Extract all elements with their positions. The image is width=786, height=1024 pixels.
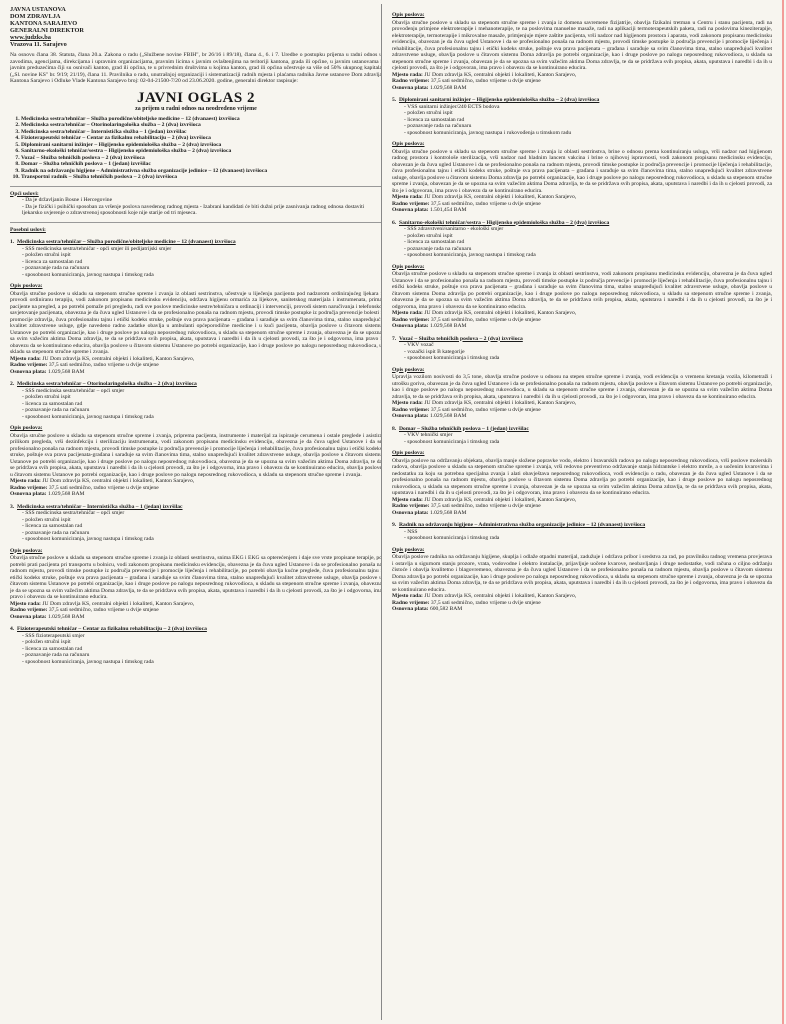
job-description: Obavlja stručne poslove u skladu sa stepenom stručne spreme i zvanja iz domena savremene fizijatrije, obavlja fizikalni tretman u Centru i stanu pacijenta, radi na provođenju primjene elektroterapije i mehanoterapije, te na poslovima manuelne masaže, radi na aplikaciji termoterapeutskih paketa, radi na poslovima kineziterapije, elektroterapije, termoterapije i mikrovalne masaže, primjenjuje mjere zaštite pacijenta, vrši nadzor nad higijenom prostora i aparata, vodi zakonom propisanu medicinsku evidenciju, obavezan je da čuva ugled Ustanove i da se profesionalno ponaša na radnom mjestu, provodi timske postupke iz područja prevencije i promocije liječenja i rehabilitacije, čuva profesionalnu tajnu i etički kodeks struke, poštuje sva prava pacijenata – građana i sarađuje sa svim članovima tima, stalno unapređujući kvalitet zdravstvene usluge, obavlja poslove u čitavom sistemu Doma zdravlja po potrebi organizacije, kao i druge poslove po nalogu neposrednog rukovodioca, u skladu sa stepenom stručne spreme i zvanja, obavezan je da se upozna sa svim važećim aktima Doma zdravlja, te da se pridržava svih propisa, akata, uputstava i naredbi i da ih u cjelosti provodi, za što je i odgovoran, ima pravo i obavezu da se kontinuirano educira. <box>392 19 772 71</box>
website-link[interactable]: www.judzks.ba <box>10 34 51 41</box>
position-item: 5. Diplomirani sanitarni inžinjer – Higijensko epidemiološka služba – 2 (dva) izvršioca <box>21 142 382 149</box>
job-title-text: Sanitarno-ekološki tehničar/sestra – Higijensko epidemiološka služba – 2 (dva) izvršioca <box>399 219 610 226</box>
requirement-item: - sposobnost komuniciranja, javnog nastupa i timskog rada <box>22 414 382 421</box>
base-salary <box>10 614 382 621</box>
work-location-value: JU Dom zdravlja KS, centralni objekti i lokaliteti, Kanton Sarajevo, <box>424 496 577 503</box>
position-item: 4. Fizioterapeutski tehničar – Centar za fizikalnu rehabilitaciju – 2 (dva) izvršioca <box>21 135 382 142</box>
work-location-label: Mjesto rada: <box>392 400 423 406</box>
work-location-value: JU Dom zdravlja KS, centralni objekti i lokaliteti, Kanton Sarajevo, <box>424 71 577 78</box>
requirement-item: - sposobnost komuniciranja, javnog nastupa i timskog rada <box>22 272 382 279</box>
base-salary <box>392 606 772 613</box>
work-location-label: Mjesto rada: <box>392 71 423 78</box>
base-salary-label: Osnovna plata: <box>392 606 429 612</box>
job-meta <box>10 601 382 621</box>
condition-item: - Da je državljanin Bosne i Hercegovine <box>22 197 382 204</box>
divider <box>10 186 382 187</box>
base-salary-value: 1.029,568 BAM <box>47 368 85 375</box>
job-description-heading: Opis poslova: <box>10 425 43 432</box>
base-salary-label: Osnovna plata: <box>10 491 47 498</box>
jobs-left-container <box>10 239 382 665</box>
header-line: DOM ZDRAVLJA <box>10 13 61 20</box>
job-meta <box>392 400 772 420</box>
position-item: 9. Radnik na održavanju higijene – Administrativna služba organizacije jedinice – 12 (dvanaest) izvršioca <box>21 168 382 175</box>
working-hours-label: Radno vrijeme: <box>392 200 430 207</box>
base-salary-value: 600,582 BAM <box>429 606 463 612</box>
requirement-item: - VKV vozač <box>404 342 772 349</box>
base-salary <box>10 369 382 376</box>
working-hours-value: 37,5 sati sedmično, radno vrijeme u dvije smjene <box>48 484 159 491</box>
requirements-list <box>392 529 772 542</box>
institution-header <box>10 6 382 48</box>
base-salary <box>10 491 382 498</box>
job-description-heading: Opis poslova: <box>10 547 43 554</box>
base-salary <box>392 85 772 92</box>
base-salary-value: 1.501,454 BAM <box>429 207 467 213</box>
job-section <box>392 426 772 517</box>
working-hours-value: 37,5 sati sedmično, radno vrijeme u dvije smjene <box>430 406 541 413</box>
working-hours-value: 37,5 sati sedmično, radno vrijeme u dvije smjene <box>430 316 541 323</box>
working-hours-value: 37,5 sati sedmično, radno vrijeme u dvije smjene <box>430 200 541 207</box>
work-location-value: JU Dom zdravlja KS, centralni objekti i lokaliteti, Kanton Sarajevo, <box>424 310 577 316</box>
working-hours-label: Radno vrijeme: <box>392 316 430 323</box>
job-number: 6. <box>392 219 397 226</box>
working-hours-label: Radno vrijeme: <box>392 503 430 509</box>
job-title-text: Diplomirani sanitarni inžinjer – Higijensko epidemiološka služba – 2 (dva) izvršioca <box>399 97 600 103</box>
job-meta <box>392 194 772 214</box>
work-location-value: JU Dom zdravlja KS, centralni objekti i lokaliteti, Kanton Sarajevo, <box>424 194 577 200</box>
requirement-item: - poznavanje rada na računaru <box>22 652 382 659</box>
requirements-list <box>392 104 772 137</box>
requirement-item: - položen stručni ispit <box>22 394 382 401</box>
base-salary <box>392 323 772 330</box>
working-hours-label: Radno vrijeme: <box>392 406 430 413</box>
requirement-item: - sposobnost komuniciranja, javnog nastupa i timskog rada <box>22 659 382 666</box>
job-title-text: Medicinska sestra/tehničar – Internistička služba – 1 (jedan) izvršilac <box>17 503 183 510</box>
requirement-item: - položen stručni ispit <box>404 110 772 117</box>
job-description-heading: Opis poslova: <box>392 141 425 147</box>
left-column <box>10 6 382 1020</box>
working-hours-label: Radno vrijeme: <box>10 484 48 491</box>
base-salary <box>392 413 772 420</box>
job-section <box>392 336 772 420</box>
job-number: 1. <box>10 239 15 246</box>
requirement-item: - sposobnost komuniciranja i timskog rada <box>404 535 772 542</box>
job-section <box>392 220 772 330</box>
working-hours-label: Radno vrijeme: <box>392 78 430 84</box>
base-salary-value: 1.029,568 BAM <box>429 413 467 419</box>
work-location-value: JU Dom zdravlja KS, centralni objekti i lokaliteti, Kanton Sarajevo, <box>42 600 195 607</box>
job-section <box>10 381 382 498</box>
header-line: JAVNA USTANOVA <box>10 6 66 13</box>
base-salary-value: 1.029,568 BAM <box>47 491 85 498</box>
job-description-heading: Opis poslova: <box>392 450 425 456</box>
job-description-heading: Opis poslova: <box>10 283 43 290</box>
requirement-item: - sposobnost komuniciranja, javnog nastupa i rukovođenja u timskom radu <box>404 130 772 137</box>
requirement-item: - licenca za samostalan rad <box>22 523 382 530</box>
work-location-label: Mjesto rada: <box>392 593 423 599</box>
requirements-list <box>10 510 382 543</box>
working-hours-value: 37,5 sati sedmično, radno vrijeme u dvije smjene <box>430 599 541 606</box>
working-hours-value: 37,5 sati sedmično, radno vrijeme u dvije smjene <box>48 362 159 369</box>
job-description: Obavlja stručne poslove u skladu sa stepenom stručne spreme i zvanja iz oblasti sestrinstva, brine o odnosu prema kontinuiranju usluga, vrši nadzor nad higijenom radnog prostora i kontrološe sterilizacija, vrši nadzor nad hladnim lancem vakcina i brine o njihovoj ispravnosti, vodi zakonom propisanu medicinsku evidenciju, obavezan je da čuva ugled Ustanove i da se profesionalno ponaša na radnom mjestu, provodi timske postupke iz područja prevencije i promocije liječenja i rehabilitacije, čuva profesionalnu tajnu i etički kodeks struke, poštuje sva prava pacijenata – građana i sarađuje sa svim članovima tima, stalno unapređujući kvalitet zdravstvene usluge, obavlja poslove u čitavom sistemu Doma zdravlja po potrebi organizacije, kao i druge poslove po nalogu neposrednog rukovodioca, u skladu sa stepenom stručne spreme i zvanja, obavezan je da se upozna sa svim važećim aktima Doma zdravlja, te da se pridržava svih propisa, akata, uputstava i naredbi i da ih u cjelosti provodi, za što je i odgovoran, ima pravo i obavezu da se kontinuirano educira. <box>392 148 772 194</box>
requirement-item: - VSS sanitarni inžinjer/240 ECTS bodova <box>404 104 772 111</box>
job-description: Obavlja poslove radnika na održavanju higijene, skuplja i odlaže otpadni materijal, zadužuje i održava pribor i sredstva za rad, po pravilniku radnog vremena provjerava i ostavlja u sigurnom stanju prozore, vrata, vodovodne i elektro instalacije, prijavljuje uočene kvarove, neobavljanja i druge nedostatke, vodi računa o ciljno održanju čistoće i obavlja kvalitetno i blagovremeno, obavezna je da čuva ugled Ustanove i da se profesionalno ponaša na radnom mjestu, obavlja poslove u čitavom sistemu Doma zdravlja po potrebi organizacije, kao i druge poslove po nalogu neposrednog rukovodioca, u skladu sa stepenom stručne spreme i zvanja, obavezna je da se upozna sa svim važećim aktima Doma zdravlja, te da se pridržava svih propisa, akata, uputstava i naredbi i da ih u cjelosti provodi, za što je i odgovorna, ima pravo i obavezu da se kontinuirano educira. <box>392 554 772 593</box>
requirement-item: - licenca za samostalan rad <box>22 646 382 653</box>
job-title-text: Domar – Služba tehničkih poslova – 1 (jedan) izvršilac <box>399 425 529 432</box>
job-description: Obavlja stručne poslove u skladu sa stepenom stručne spreme i zvanja iz oblasti sestrinstva, vodi zakonom propisanu medicinsku evidenciju, obavezna je da čuva ugled Ustanove i da se profesionalno ponaša na radnom mjestu, provodi timske postupke iz područja prevencije i promocije liječenja i rehabilitacije, čuva profesionalnu tajnu i etički kodeks struke, poštuje sva prava pacijenata – građana i sarađuje sa svim članovima tima, stalno unapređujući kvalitet zdravstvene usluge, obavlja poslove u čitavom sistemu Doma zdravlja po potrebi organizacije, kao i druge poslove po nalogu neposrednog rukovodioca, u skladu sa stepenom stručne spreme i zvanja, obavezna je da se upozna sa svim važećim aktima Doma zdravlja, te da se pridržava svih propisa, akata, uputstava i naredbi i da ih u cjelosti provodi, za što je i odgovorna, ima pravo i obavezu da se kontinuirano educira. <box>392 271 772 310</box>
job-section <box>10 626 382 665</box>
job-description-heading: Opis poslova: <box>392 12 425 18</box>
work-location-value: JU Dom zdravlja KS, centralni objekti i lokaliteti, Kanton Sarajevo, <box>42 355 195 362</box>
working-hours-label: Radno vrijeme: <box>10 362 48 369</box>
job-title-text: Medicinska sestra/tehničar – Služba porodične/obiteljske medicine – 12 (dvanaest) izvršioca <box>17 239 236 246</box>
job-meta <box>10 356 382 376</box>
work-location-value: JU Dom zdravlja KS, centralni objekti i lokaliteti, Kanton Sarajevo, <box>424 400 577 406</box>
job-description: Upravlja vozilom nosivosti do 3,5 tone, obavlja stručne poslove u odnosu na stepen stručne spreme i zvanja, vodi evidenciju o vremenu kretanja vozila, kilometraži i utrošku goriva, obavezan je da čuva ugled Ustanove i da se profesionalno ponaša na radnom mjestu, obavlja poslove u čitavom sistemu Ustanove po potrebi organizacije, kao i druge poslove po nalogu neposrednog rukovodioca, u skladu sa stepenom stručne spreme i zvanja, obavezan je da se upozna sa svim važećim aktima Doma zdravlja, te da se pridržava svih propisa, akata, uputstava i naredbi i da ih u cjelosti provodi, za što je i odgovoran, ima pravo i obavezu da se kontinuirano educira. <box>392 374 772 400</box>
job-number: 7. <box>392 335 397 342</box>
work-location-label: Mjesto rada: <box>392 496 423 503</box>
job-meta <box>392 497 772 517</box>
work-location-value: JU Dom zdravlja KS, centralni objekti i lokaliteti, Kanton Sarajevo, <box>424 593 577 599</box>
job-number: 5. <box>392 97 397 103</box>
working-hours-label: Radno vrijeme: <box>10 607 48 614</box>
page-edge-mark <box>782 0 784 1024</box>
base-salary-label: Osnovna plata: <box>392 323 429 329</box>
job-description-heading: Opis poslova: <box>392 366 425 373</box>
job-number: 2. <box>10 381 15 388</box>
condition-item: - Da je fizički i psihički sposoban za vršenje poslova navedenog radnog mjesta - Izabrani kandidati će biti dužni prije zasnivanja radnog odnosa dostaviti ljekarsko uvjerenje o zdravstvenoj sposobnosti koje nije starije od tri mjeseca. <box>22 204 382 217</box>
job-title-text: Radnik na održavanju higijene – Administrativna služba organizacije jedinice – 12 (dvanaest) izvršioca <box>399 522 646 528</box>
base-salary-value: 1.029,568 BAM <box>429 84 467 91</box>
job-description: Obavlja poslove na održavanju objekata, obavlja manje složene popravke vodo, elektro i bravarskih radova po nalogu neposrednog rukovodioca, vrši poslove molerskih radova, obavlja poslove u skladu sa stepenom stručne spreme i zvanja, vrši redovno preventivno održavanje stanja hidrantske i elektro mreže, a o uočenim kvarovima i nedostatku za koju su potrebna specijalna zvanja i alati obavještava neposrednog rukovodioca, vodi evidenciju o radu, obavezan je da čuva ugled Ustanove i da se profesionalno ponaša na radnom mjestu, obavlja poslove u čitavom sistemu Doma zdravlja po potrebi organizacije, kao i druge poslove po nalogu neposrednog rukovodioca, u skladu sa stepenom stručne spreme i zvanja, obavezan je da se upozna sa svim važećim aktima Doma zdravlja, te da se pridržava svih propisa, akata, uputstava i naredbi i da ih u cjelosti provodi, za što je i odgovoran, ima pravo i obavezu da se kontinuirano educira. <box>392 457 772 496</box>
header-line: KANTONA SARAJEVO <box>10 20 78 27</box>
job-section <box>392 522 772 613</box>
position-item: 8. Domar – Služba tehničkih poslova – 1 (jedan) izvršilac <box>21 161 382 168</box>
requirement-item: - licenca za samostalan rad <box>404 117 772 124</box>
base-salary-value: 1.029,568 BAM <box>47 613 85 620</box>
position-item: 10. Transportni radnik – Služba tehničkih poslova – 2 (dva) izvršioca <box>21 174 382 181</box>
jobs-right-container <box>392 12 772 613</box>
position-item: 7. Vozač – Služba tehničkih poslova – 2 (dva) izvršioca <box>21 155 382 162</box>
base-salary-label: Osnovna plata: <box>392 509 429 516</box>
work-location-label: Mjesto rada: <box>10 600 41 607</box>
requirement-item: - SSS zdravstveni/sanitarno - ekološki smjer <box>404 226 772 233</box>
job-meta <box>392 593 772 613</box>
job-description-heading: Opis poslova: <box>392 263 425 270</box>
requirements-list <box>392 342 772 362</box>
requirements-list <box>10 246 382 279</box>
job-number: 3. <box>10 503 15 510</box>
job-section <box>392 12 772 91</box>
job-number: 9. <box>392 522 397 528</box>
general-conditions-heading: Opći uslovi: <box>10 190 39 197</box>
work-location-label: Mjesto rada: <box>392 310 423 316</box>
job-description-heading: Opis poslova: <box>392 546 425 553</box>
base-salary <box>392 207 772 214</box>
base-salary-value: 1.029,568 BAM <box>429 509 467 516</box>
job-title-text: Medicinska sestra/tehničar – Otorinolaringološka služba – 2 (dva) izvršioca <box>17 381 197 388</box>
working-hours-value: 37,5 sati sedmično, radno vrijeme u dvije smjene <box>48 607 159 614</box>
requirement-item: - SSS medicinska sestra/tehničar – opći smjer <box>22 388 382 395</box>
requirement-item: - položen stručni ispit <box>22 639 382 646</box>
intro-paragraph: Na osnovu člana 38. Statuta, člana 20.a. Zakona o radu („Službene novine FBIH", br 26/16 i 89/18), člana 4., 6. i 7. Uredbe o postupku prijema u radni odnos u zavodima, agencijama, direkcijama i upravnim organizacijama, pravnim licima s javnim ovlaštenjima na teritoriji kantona, grada ili općine, u javnim ustanovama i javnim preduzećima čiji su osnivači kanton, grad ili općina, te u privrednim društvima u kojima kanton, grad ili općina učestvuje sa više od 50% ukupnog kapitala („Sl. novine KS" br. 9/19; 21/19), člana 11. Pravilnika o radu, unutrašnjoj organizaciji i sistematizaciji radnih mjesta i plaćama radnika Javne ustanove Dom zdravlja Kantona Sarajevo i Odluke Vlade Kantona Sarajevo broj: 02-04-21500-7/20 od 23.06.2020. godine, generalni direktor raspisuje: <box>10 52 382 84</box>
requirement-item: - vozački ispit B kategorije <box>404 349 772 356</box>
requirement-item: - SSS medicinska sestra/tehničar - opći smjer ili pedijatrijski smjer <box>22 246 382 253</box>
working-hours-value: 37,5 sati sedmično, radno vrijeme u dvije smjene <box>430 78 541 84</box>
divider <box>10 222 382 223</box>
right-column <box>392 6 772 1020</box>
base-salary-label: Osnovna plata: <box>10 368 47 375</box>
base-salary-value: 1.029,568 BAM <box>429 323 467 329</box>
work-location-value: JU Dom zdravlja KS, centralni objekti i lokaliteti, Kanton Sarajevo, <box>42 478 195 485</box>
requirement-item: - sposobnost komuniciranja i timskog rada <box>404 355 772 362</box>
requirement-item: - položen stručni ispit <box>22 252 382 259</box>
requirements-list <box>392 432 772 445</box>
job-description: Obavlja stručne poslove u skladu sa stepenom stručne spreme i zvanja iz oblasti sestrinstva, snima EKG i EKG sa opterećenjem i daje sve vrste propisane terapije, po potrebi prati pacijenta pri transportu u bolnicu, vodi zakonom propisanu medicinsku evidenciju, obavezna je da čuva ugled Ustanove i da se profesionalno ponaša na radnom mjestu, provodi timske postupke iz područja prevencije i promocije liječenja i rehabilitacije, po potrebi obavlja kućne preglede, čuva profesionalnu tajnu i etički kodeks struke, poštuje sva prava pacijenata – građana i sarađuje sa svim članovima tima, stalno unapređujući kvalitet zdravstvene usluge, obavlja poslove u čitavom sistemu Ustanove po potrebi organizacije, kao i druge poslove po nalogu neposrednog rukovodioca, u skladu sa stepenom stručne spreme i zvanja, obavezna je da se upozna sa svim važećim aktima Doma zdravlja, te da se pridržava svih propisa, akata, uputstava i naredbi i da ih u cjelosti provodi, za što je i odgovorna, ima pravo i obavezu da se kontinuirano educira. <box>10 555 382 601</box>
base-salary-label: Osnovna plata: <box>392 413 429 419</box>
requirement-item: - poznavanje rada na računaru <box>22 265 382 272</box>
job-title-text: Vozač – Služba tehničkih poslova – 2 (dva) izvršioca <box>399 335 523 342</box>
header-line: Vrazova 11. Sarajevo <box>10 41 67 48</box>
requirement-item: - sposobnost komuniciranja i timskog rada <box>404 439 772 446</box>
requirements-list <box>392 226 772 259</box>
job-number: 8. <box>392 425 397 432</box>
requirement-item: - licenca za samostalan rad <box>22 259 382 266</box>
requirement-item: - SSS medicinska sestra/tehničar – opći smjer <box>22 510 382 517</box>
header-line: GENERALNI DIREKTOR <box>10 27 84 34</box>
positions-list <box>10 116 382 181</box>
base-salary-label: Osnovna plata: <box>392 84 429 91</box>
job-meta <box>392 310 772 330</box>
requirement-item: - sposobnost komuniciranja, javnog nastupa i timskog rada <box>404 252 772 259</box>
requirement-item: - poznavanje rada na računaru <box>404 246 772 253</box>
work-location-label: Mjesto rada: <box>392 194 423 200</box>
working-hours-label: Radno vrijeme: <box>392 599 430 606</box>
requirement-item: - poznavanje rada na računaru <box>404 123 772 130</box>
requirement-item: - VKV tehnički smjer <box>404 432 772 439</box>
base-salary-label: Osnovna plata: <box>392 207 429 213</box>
requirements-list <box>10 388 382 421</box>
requirement-item: - poznavanje rada na računaru <box>22 530 382 537</box>
base-salary-label: Osnovna plata: <box>10 613 47 620</box>
job-section <box>10 239 382 375</box>
page-title: JAVNI OGLAS 2 <box>137 90 255 107</box>
work-location-label: Mjesto rada: <box>10 355 41 362</box>
requirements-list <box>10 633 382 666</box>
position-item: 1. Medicinska sestra/tehničar – Služba porodične/obiteljske medicine – 12 (dvanaest) izvršioca <box>21 116 382 123</box>
requirement-item: - SSS fizioterapeutski smjer <box>22 633 382 640</box>
requirement-item: - položen stručni ispit <box>404 233 772 240</box>
requirement-item: - licenca za samostalan rad <box>22 401 382 408</box>
job-meta <box>392 72 772 92</box>
working-hours-value: 37,5 sati sedmično, radno vrijeme u dvije smjene <box>430 503 541 509</box>
column-divider <box>381 4 382 1020</box>
requirement-item: - licenca za samostalan rad <box>404 239 772 246</box>
general-conditions-list <box>10 197 382 217</box>
job-description: Obavlja stručne poslove u skladu sa stepenom stručne spreme i zvanja iz oblasti sestrinstva, učestvuje u liječenju pacijenta pod nadzorom ordinirajućeg ljekara i provodi ordiniranu terapiju, vodi zakonom propisanu medicinsku evidenciju, održava higijenu ormarića za lijekove, sanitetskog materijala i instrumenata, prima pacijente na pregled, a po potrebi pomaže pri pregledu, radi sve poslove medicinske sestre/tehničara u ordinaciji i intervenciji, provodi sistem naručivanja i telefonsko savjetovanje pacijenata, obavezna je da čuva ugled Ustanove i da se profesionalno ponaša na radnom mjestu, provodi timske postupke iz područja prevencije bolesti i promocije zdravlja, čuva profesionalnu tajnu i etički kodeks struke, poštuje sva prava pacijenata – građana i sarađuje sa svim članovima tima, stalno unapređujući kvalitet zdravstvene usluge, gdje navedeno radno zadatke obavlja u ambulanti općeporodične medicine i u kući pacijenta, obavlja poslove u čitavom sistemu Ustanove po potrebi organizacije, kao i druge poslove po nalogu neposrednog rukovodioca, u skladu sa stepenom stručne spreme i zvanja, obavezna je da se upozna sa svim važećim aktima Doma zdravlja, te da se pridržava svih propisa, akata, uputstava i naredbi i da ih u cjelosti provodi, za što je i odgovorna, ima pravo i obavezu da se kontinuirano educira, obavlja poslove u čitavom sistemu Ustanove po potrebi organizacije, kao i druge poslove po nalogu neposrednog rukovodioca, u skladu sa stepenom stručne spreme i zvanja. <box>10 290 382 356</box>
base-salary <box>392 510 772 517</box>
job-number: 4. <box>10 626 15 633</box>
position-item: 2. Medicinska sestra/tehničar – Otorinolaringološka služba – 2 (dva) izvršioca <box>21 122 382 129</box>
job-title-text: Fizioterapeutski tehničar – Centar za fizikalnu rehabilitaciju – 2 (dva) izvršioca <box>17 626 207 633</box>
job-section <box>392 97 772 214</box>
job-section <box>10 504 382 621</box>
job-meta <box>10 478 382 498</box>
position-item: 6. Sanitarno-ekološki tehničar/sestra – Higijensko epidemiološka služba – 2 (dva) izvršioca <box>21 148 382 155</box>
requirement-item: - sposobnost komuniciranja, javnog nastupa i timskog rada <box>22 536 382 543</box>
work-location-label: Mjesto rada: <box>10 478 41 485</box>
requirement-item: - NSS <box>404 529 772 536</box>
requirement-item: - položen stručni ispit <box>22 517 382 524</box>
special-conditions-heading: Posebni uslovi: <box>10 226 46 233</box>
position-item: 3. Medicinska sestra/tehničar – Internistička služba – 1 (jedan) izvršilac <box>21 129 382 136</box>
page-subtitle: za prijem u radni odnos na neodređeno vrijeme <box>135 106 257 113</box>
requirement-item: - poznavanje rada na računaru <box>22 407 382 414</box>
job-description: Obavlja stručne poslove u skladu sa stepenom stručne spreme i zvanja, priprema pacijenta, instrumente i materijal za ispiranje cerumena i ostale preglede i asistira prilikom pregleda, vrši dezinfekciju i sterilizaciju instrumenata, vodi zakonom propisanu medicinsku evidenciju, obavezna je da čuva ugled Ustanove i da se profesionalno ponaša na radnom mjestu, provodi timske postupke iz područja prevencije i promocije liječenja i rehabilitacije, čuva profesionalnu tajnu i etički kodeks struke, poštuje sva prava pacijenata-građana i sarađuje sa svim članovima tima, stalno unapređujući kvalitet zdravstvene usluge, obavlja poslove u čitavom sistemu Ustanove po potrebi organizacije, kao i druge poslove po nalogu neposrednog rukovodioca, obavezna je da se upozna sa svim važećim aktima Doma zdravlja, te da se pridržava svih propisa, akata, uputstava i naredbi i da ih u cjelosti provodi, za što je i odgovorna, ima pravo i obavezu da se kontinuirano educira, obavlja poslove u čitavom sistemu Ustanove po potrebi organizacije, kao i druge poslove po nalogu neposrednog rukovodioca, u skladu sa stepenom stručne spreme i zvanja. <box>10 432 382 478</box>
